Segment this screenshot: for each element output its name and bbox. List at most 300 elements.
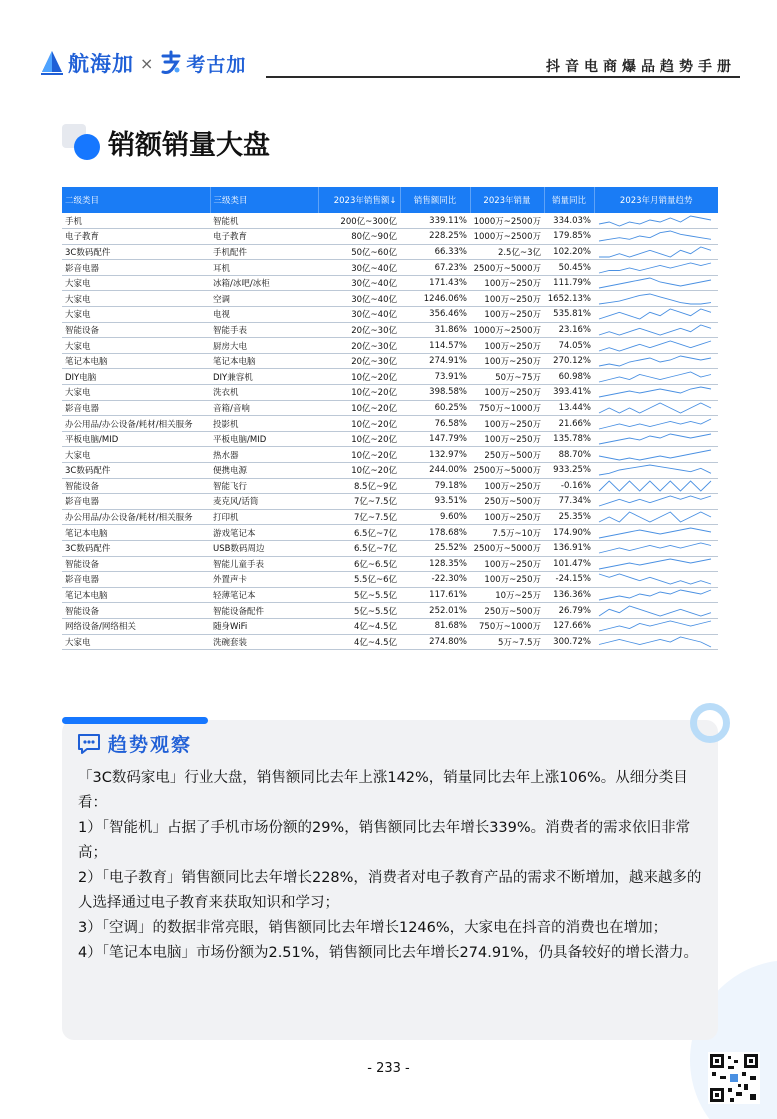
cell-trend-sparkline [594, 447, 718, 463]
cell-category3: 投影机 [210, 416, 318, 432]
cell-trend-sparkline [594, 229, 718, 245]
sparkline-chart [596, 354, 714, 368]
trend-text [78, 766, 702, 966]
cell-sales-yoy: 178.68% [400, 525, 470, 541]
table-row [62, 416, 718, 432]
cell-trend-sparkline [594, 275, 718, 291]
cell-volume-yoy: 1652.13% [544, 291, 594, 307]
cell-category3: 笔记本电脑 [210, 353, 318, 369]
cell-sales-yoy: 114.57% [400, 338, 470, 354]
cell-sales-yoy: 356.46% [400, 307, 470, 323]
cell-category3: 电视 [210, 307, 318, 323]
cell-volume-yoy: 933.25% [544, 463, 594, 479]
cell-volume: 2500万~5000万 [470, 540, 544, 556]
cell-category2: 笔记本电脑 [62, 353, 210, 369]
cell-volume-yoy: 23.16% [544, 322, 594, 338]
cell-volume: 2500万~5000万 [470, 463, 544, 479]
col-header-category2[interactable]: 二级类目 [62, 187, 210, 213]
cell-sales: 7亿~7.5亿 [318, 494, 400, 510]
sparkline-chart [596, 323, 714, 337]
cell-sales-yoy: 117.61% [400, 587, 470, 603]
table-row [62, 540, 718, 556]
cell-sales-yoy: 274.91% [400, 353, 470, 369]
cell-volume: 750万~1000万 [470, 400, 544, 416]
cell-volume-yoy: 101.47% [544, 556, 594, 572]
cell-sales: 4亿~4.5亿 [318, 618, 400, 634]
cell-sales: 200亿~300亿 [318, 213, 400, 229]
table-row [62, 291, 718, 307]
col-header-volume-yoy[interactable]: 销量同比 [544, 187, 594, 213]
cell-category2: 影音电器 [62, 494, 210, 510]
cell-sales: 10亿~20亿 [318, 447, 400, 463]
table-row [62, 431, 718, 447]
sparkline-chart [596, 463, 714, 477]
chat-bubble-icon [76, 732, 102, 756]
sparkline-series [599, 325, 711, 335]
cell-category3: 电子教育 [210, 229, 318, 245]
cell-category2: 笔记本电脑 [62, 587, 210, 603]
sparkline-chart [596, 479, 714, 493]
cell-category2: 大家电 [62, 338, 210, 354]
cell-trend-sparkline [594, 556, 718, 572]
cell-sales: 4亿~4.5亿 [318, 634, 400, 650]
cell-volume: 100万~250万 [470, 431, 544, 447]
cell-category2: 电子教育 [62, 229, 210, 245]
table-row [62, 478, 718, 494]
page-number: - 233 - [367, 1061, 410, 1076]
cell-volume: 100万~250万 [470, 275, 544, 291]
cell-volume-yoy: 102.20% [544, 244, 594, 260]
cell-trend-sparkline [594, 260, 718, 276]
cell-volume: 1000万~2500万 [470, 322, 544, 338]
cell-category2: 大家电 [62, 634, 210, 650]
cell-volume: 100万~250万 [470, 556, 544, 572]
cell-category2: 大家电 [62, 447, 210, 463]
cell-trend-sparkline [594, 463, 718, 479]
table-row [62, 260, 718, 276]
cell-sales-yoy: 228.25% [400, 229, 470, 245]
cell-category3: 耳机 [210, 260, 318, 276]
cell-category2: 大家电 [62, 307, 210, 323]
collab-times: × [140, 53, 154, 73]
col-header-sales[interactable]: 2023年销售额↓ [318, 187, 400, 213]
sparkline-chart [596, 432, 714, 446]
kaogujia-logo-icon [159, 50, 183, 76]
cell-category2: 3C数码配件 [62, 463, 210, 479]
cell-volume: 100万~250万 [470, 509, 544, 525]
cell-category2: 影音电器 [62, 260, 210, 276]
cell-sales: 30亿~40亿 [318, 307, 400, 323]
cell-volume-yoy: 300.72% [544, 634, 594, 650]
table-row [62, 229, 718, 245]
table-row [62, 447, 718, 463]
section-heading [62, 122, 270, 162]
cell-volume-yoy: 13.44% [544, 400, 594, 416]
trend-paragraph: 1）「智能机」占据了手机市场份额的29%，销售额同比去年增长339%。消费者的需求依旧非常高； [78, 820, 691, 861]
sparkline-series [599, 512, 711, 522]
sparkline-series [599, 496, 711, 506]
cell-sales: 50亿~60亿 [318, 244, 400, 260]
cell-sales-yoy: 147.79% [400, 431, 470, 447]
sparkline-chart [596, 619, 714, 633]
cell-category3: 随身WiFi [210, 618, 318, 634]
cell-trend-sparkline [594, 540, 718, 556]
cell-trend-sparkline [594, 213, 718, 229]
sparkline-series [599, 574, 711, 584]
table-row [62, 572, 718, 588]
cell-sales: 80亿~90亿 [318, 229, 400, 245]
cell-volume: 2500万~5000万 [470, 260, 544, 276]
sparkline-series [599, 278, 711, 288]
cell-volume: 50万~75万 [470, 369, 544, 385]
sparkline-series [599, 309, 711, 319]
cell-category3: DIY兼容机 [210, 369, 318, 385]
table-row [62, 369, 718, 385]
cell-category2: 大家电 [62, 275, 210, 291]
cell-volume-yoy: 111.79% [544, 275, 594, 291]
cell-volume-yoy: 26.79% [544, 603, 594, 619]
sales-table [62, 187, 718, 650]
cell-trend-sparkline [594, 509, 718, 525]
cell-category3: 洗碗套装 [210, 634, 318, 650]
cell-sales-yoy: 1246.06% [400, 291, 470, 307]
cell-volume: 100万~250万 [470, 478, 544, 494]
cell-trend-sparkline [594, 338, 718, 354]
cell-category2: 智能设备 [62, 478, 210, 494]
sparkline-series [599, 434, 711, 444]
cell-sales-yoy: 132.97% [400, 447, 470, 463]
cell-sales-yoy: 60.25% [400, 400, 470, 416]
cell-category3: 平板电脑/MID [210, 431, 318, 447]
cell-sales-yoy: 93.51% [400, 494, 470, 510]
table-row [62, 400, 718, 416]
brand-name: 航海加 [68, 52, 134, 76]
sparkline-chart [596, 417, 714, 431]
cell-trend-sparkline [594, 416, 718, 432]
cell-sales: 8.5亿~9亿 [318, 478, 400, 494]
sail-logo-icon [40, 50, 64, 76]
cell-sales: 6.5亿~7亿 [318, 525, 400, 541]
cell-volume: 100万~250万 [470, 385, 544, 401]
cell-volume-yoy: 127.66% [544, 618, 594, 634]
sparkline-series [599, 263, 711, 273]
cell-trend-sparkline [594, 634, 718, 650]
cell-volume: 2.5亿~3亿 [470, 244, 544, 260]
cell-category3: 厨房大电 [210, 338, 318, 354]
cell-volume-yoy: 25.35% [544, 509, 594, 525]
cell-sales-yoy: 25.52% [400, 540, 470, 556]
sparkline-series [599, 372, 711, 382]
table-row [62, 556, 718, 572]
cell-category3: 手机配件 [210, 244, 318, 260]
sparkline-chart [596, 276, 714, 290]
sparkline-chart [596, 448, 714, 462]
cell-sales: 6.5亿~7亿 [318, 540, 400, 556]
cell-sales: 5亿~5.5亿 [318, 587, 400, 603]
cell-category2: DIY电脑 [62, 369, 210, 385]
sparkline-chart [596, 526, 714, 540]
cell-trend-sparkline [594, 494, 718, 510]
cell-sales: 5亿~5.5亿 [318, 603, 400, 619]
cell-volume-yoy: -0.16% [544, 478, 594, 494]
cell-volume: 1000万~2500万 [470, 229, 544, 245]
cell-sales: 10亿~20亿 [318, 369, 400, 385]
cell-volume: 100万~250万 [470, 572, 544, 588]
cell-volume: 250万~500万 [470, 603, 544, 619]
cell-volume: 100万~250万 [470, 416, 544, 432]
cell-sales-yoy: 66.33% [400, 244, 470, 260]
cell-category3: 打印机 [210, 509, 318, 525]
cell-category3: USB数码周边 [210, 540, 318, 556]
cell-volume: 250万~500万 [470, 447, 544, 463]
cell-category2: 智能设备 [62, 603, 210, 619]
cell-sales: 10亿~20亿 [318, 416, 400, 432]
table-row [62, 338, 718, 354]
cell-sales: 30亿~40亿 [318, 260, 400, 276]
cell-sales-yoy: 171.43% [400, 275, 470, 291]
sparkline-chart [596, 261, 714, 275]
cell-category3: 音箱/音响 [210, 400, 318, 416]
table-row [62, 213, 718, 229]
sparkline-series [599, 621, 711, 631]
partner-name: 考古加 [186, 53, 247, 76]
cell-sales-yoy: 128.35% [400, 556, 470, 572]
table-row [62, 509, 718, 525]
sparkline-chart [596, 541, 714, 555]
sparkline-series [599, 294, 711, 304]
cell-sales: 6亿~6.5亿 [318, 556, 400, 572]
cell-volume-yoy: 174.90% [544, 525, 594, 541]
section-title: 销额销量大盘 [108, 129, 270, 161]
cell-trend-sparkline [594, 291, 718, 307]
cell-trend-sparkline [594, 478, 718, 494]
cell-volume: 750万~1000万 [470, 618, 544, 634]
cell-volume-yoy: 88.70% [544, 447, 594, 463]
sparkline-chart [596, 385, 714, 399]
cell-volume: 5万~7.5万 [470, 634, 544, 650]
cell-sales: 10亿~20亿 [318, 431, 400, 447]
trend-title: 趋势观察 [108, 734, 193, 756]
trend-accent-bar [62, 717, 208, 724]
cell-category3: 轻薄笔记本 [210, 587, 318, 603]
cell-volume: 250万~500万 [470, 494, 544, 510]
sparkline-chart [596, 510, 714, 524]
cell-trend-sparkline [594, 587, 718, 603]
table-row [62, 385, 718, 401]
section-dot-icon [62, 122, 106, 162]
cell-category2: 3C数码配件 [62, 244, 210, 260]
cell-category3: 游戏笔记本 [210, 525, 318, 541]
cell-volume-yoy: 77.34% [544, 494, 594, 510]
sparkline-series [599, 403, 711, 413]
cell-volume-yoy: 179.85% [544, 229, 594, 245]
cell-trend-sparkline [594, 525, 718, 541]
sparkline-series [599, 247, 711, 257]
table-row [62, 618, 718, 634]
cell-volume-yoy: 535.81% [544, 307, 594, 323]
sparkline-series [599, 543, 711, 553]
cell-volume: 100万~250万 [470, 291, 544, 307]
cell-category2: 手机 [62, 213, 210, 229]
table-row [62, 525, 718, 541]
decorative-ring [690, 703, 730, 743]
table-row [62, 322, 718, 338]
cell-volume-yoy: 270.12% [544, 353, 594, 369]
qr-code-icon [708, 1052, 760, 1104]
brand-logos [40, 48, 246, 78]
cell-category3: 冰箱/冰吧/冰柜 [210, 275, 318, 291]
cell-category3: 外置声卡 [210, 572, 318, 588]
cell-sales-yoy: 76.58% [400, 416, 470, 432]
cell-category2: 笔记本电脑 [62, 525, 210, 541]
cell-category3: 麦克风/话筒 [210, 494, 318, 510]
cell-category2: 平板电脑/MID [62, 431, 210, 447]
cell-volume-yoy: 136.36% [544, 587, 594, 603]
cell-category3: 智能手表 [210, 322, 318, 338]
cell-volume: 100万~250万 [470, 307, 544, 323]
cell-category3: 智能机 [210, 213, 318, 229]
table-row [62, 587, 718, 603]
cell-volume: 10万~25万 [470, 587, 544, 603]
cell-sales: 20亿~30亿 [318, 353, 400, 369]
sparkline-chart [596, 229, 714, 243]
cell-sales: 20亿~30亿 [318, 322, 400, 338]
table-row [62, 275, 718, 291]
sparkline-series [599, 528, 711, 538]
cell-category2: 影音电器 [62, 572, 210, 588]
sparkline-series [599, 481, 711, 491]
cell-volume-yoy: 21.66% [544, 416, 594, 432]
cell-trend-sparkline [594, 307, 718, 323]
sparkline-chart [596, 572, 714, 586]
cell-sales-yoy: 244.00% [400, 463, 470, 479]
cell-sales: 7亿~7.5亿 [318, 509, 400, 525]
col-header-volume[interactable]: 2023年销量 [470, 187, 544, 213]
cell-category3: 空调 [210, 291, 318, 307]
trend-paragraph: 「3C数码家电」行业大盘，销售额同比去年上涨142%，销量同比去年上涨106%。从细分类目看： [78, 770, 688, 811]
cell-sales: 10亿~20亿 [318, 400, 400, 416]
cell-trend-sparkline [594, 400, 718, 416]
table-row [62, 463, 718, 479]
cell-category3: 智能设备配件 [210, 603, 318, 619]
cell-sales-yoy: 9.60% [400, 509, 470, 525]
sparkline-chart [596, 604, 714, 618]
sparkline-chart [596, 401, 714, 415]
cell-sales: 20亿~30亿 [318, 338, 400, 354]
trend-paragraph: 3）「空调」的数据非常亮眼，销售额同比去年增长1246%，大家电在抖音的消费也在增加； [78, 920, 668, 936]
sparkline-chart [596, 588, 714, 602]
trend-paragraph: 2）「电子教育」销售额同比去年增长228%，消费者对电子教育产品的需求不断增加，越来越多的人选择通过电子教育来获取知识和学习； [78, 870, 702, 911]
cell-volume-yoy: -24.15% [544, 572, 594, 588]
cell-trend-sparkline [594, 572, 718, 588]
sparkline-series [599, 341, 711, 351]
cell-trend-sparkline [594, 603, 718, 619]
sparkline-chart [596, 307, 714, 321]
cell-volume-yoy: 334.03% [544, 213, 594, 229]
table-row [62, 353, 718, 369]
cell-category3: 智能儿童手表 [210, 556, 318, 572]
cell-category2: 智能设备 [62, 322, 210, 338]
trend-heading [76, 730, 192, 757]
sparkline-chart [596, 214, 714, 228]
sparkline-series [599, 465, 711, 475]
cell-sales-yoy: 339.11% [400, 213, 470, 229]
cell-sales-yoy: 73.91% [400, 369, 470, 385]
cell-category2: 网络设备/网络相关 [62, 618, 210, 634]
cell-volume: 7.5万~10万 [470, 525, 544, 541]
cell-trend-sparkline [594, 385, 718, 401]
sparkline-chart [596, 494, 714, 508]
cell-volume-yoy: 74.05% [544, 338, 594, 354]
sparkline-series [599, 356, 711, 366]
sparkline-series [599, 387, 711, 397]
cell-sales-yoy: 252.01% [400, 603, 470, 619]
sparkline-series [599, 231, 711, 241]
sparkline-series [599, 450, 711, 460]
cell-sales-yoy: 81.68% [400, 618, 470, 634]
sparkline-series [599, 637, 711, 647]
cell-volume-yoy: 393.41% [544, 385, 594, 401]
table-row [62, 244, 718, 260]
cell-sales: 10亿~20亿 [318, 463, 400, 479]
cell-category2: 智能设备 [62, 556, 210, 572]
sparkline-chart [596, 635, 714, 649]
sparkline-series [599, 590, 711, 600]
cell-trend-sparkline [594, 244, 718, 260]
page-header [40, 44, 740, 84]
cell-volume-yoy: 60.98% [544, 369, 594, 385]
cell-sales: 30亿~40亿 [318, 291, 400, 307]
col-header-sales-yoy[interactable]: 销售额同比 [400, 187, 470, 213]
cell-category2: 3C数码配件 [62, 540, 210, 556]
sparkline-chart [596, 245, 714, 259]
header-divider [266, 76, 740, 78]
cell-category2: 大家电 [62, 385, 210, 401]
cell-sales-yoy: 79.18% [400, 478, 470, 494]
sparkline-series [599, 606, 711, 616]
handbook-title: 抖音电商爆品趋势手册 [546, 59, 736, 75]
table-row [62, 603, 718, 619]
sparkline-series [599, 419, 711, 429]
cell-trend-sparkline [594, 431, 718, 447]
cell-sales-yoy: 274.80% [400, 634, 470, 650]
cell-sales-yoy: -22.30% [400, 572, 470, 588]
sparkline-chart [596, 339, 714, 353]
cell-sales: 5.5亿~6亿 [318, 572, 400, 588]
cell-trend-sparkline [594, 618, 718, 634]
cell-volume-yoy: 136.91% [544, 540, 594, 556]
table-row [62, 494, 718, 510]
cell-category2: 办公用品/办公设备/耗材/相关服务 [62, 509, 210, 525]
sparkline-series [599, 559, 711, 569]
col-header-monthly-trend[interactable]: 2023年月销量趋势 [594, 187, 718, 213]
cell-category3: 洗衣机 [210, 385, 318, 401]
cell-category3: 智能飞行 [210, 478, 318, 494]
cell-sales-yoy: 67.23% [400, 260, 470, 276]
cell-volume-yoy: 50.45% [544, 260, 594, 276]
cell-sales-yoy: 398.58% [400, 385, 470, 401]
sparkline-chart [596, 557, 714, 571]
cell-category3: 热水器 [210, 447, 318, 463]
cell-sales: 30亿~40亿 [318, 275, 400, 291]
col-header-category3[interactable]: 三级类目 [210, 187, 318, 213]
cell-trend-sparkline [594, 322, 718, 338]
sparkline-series [599, 216, 711, 226]
table-row [62, 634, 718, 650]
cell-volume: 100万~250万 [470, 338, 544, 354]
cell-category2: 办公用品/办公设备/耗材/相关服务 [62, 416, 210, 432]
cell-category2: 影音电器 [62, 400, 210, 416]
